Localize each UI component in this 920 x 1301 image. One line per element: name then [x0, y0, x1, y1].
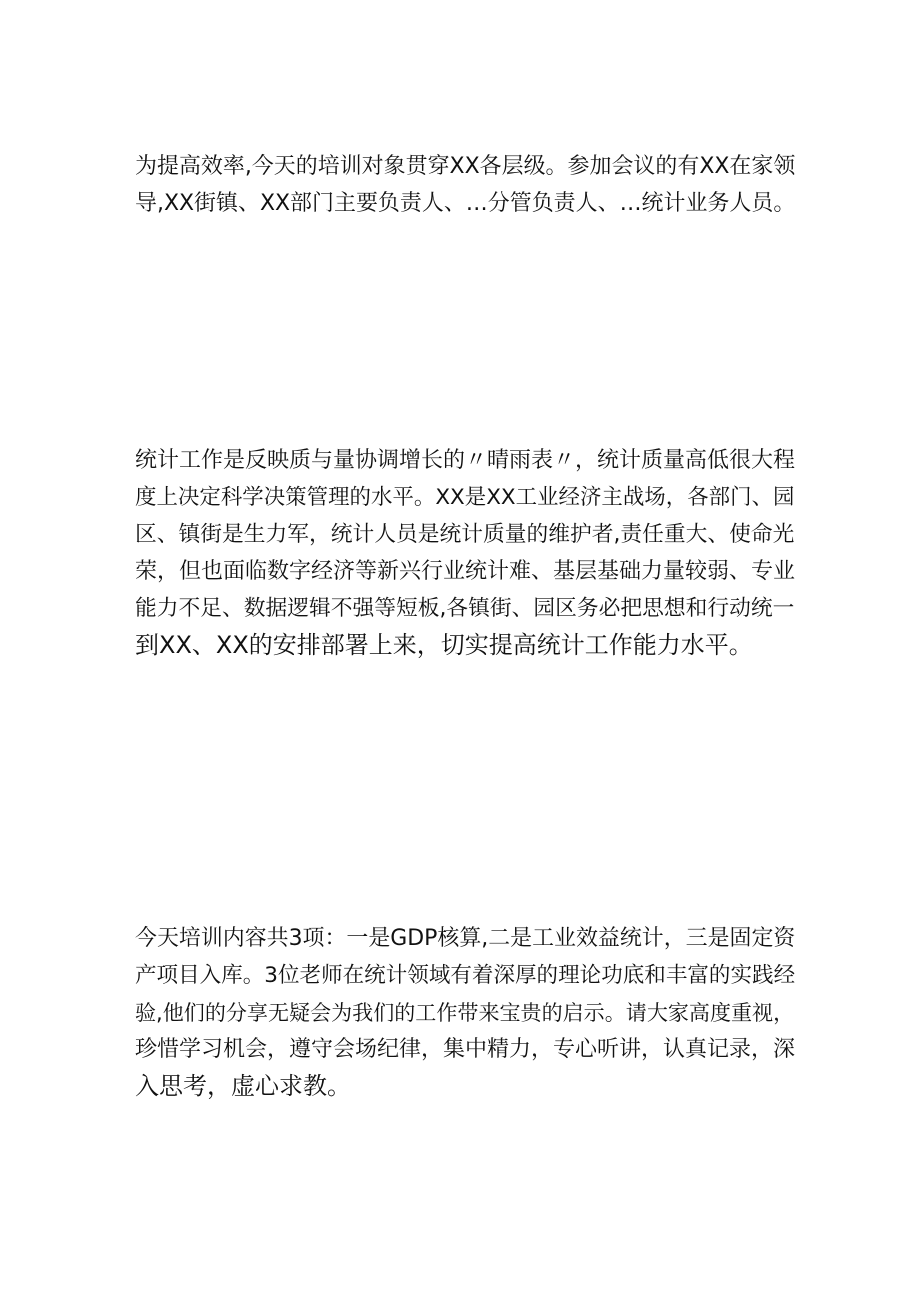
text-line: 验,他们的分享无疑会为我们的工作带来宝贵的启示。请大家高度重视，: [135, 1000, 795, 1025]
text-line: 能力不足、数据逻辑不强等短板,各镇街、园区务必把思想和行动统一: [135, 596, 795, 621]
text-line: 荣，但也面临数字经济等新兴行业统计难、基层基础力量较弱、专业: [135, 559, 796, 584]
text-line: 珍惜学习机会，遵守会场纪律，集中精力，专心听讲，认真记录，深: [135, 1037, 796, 1062]
text-line: 区、镇街是生力军，统计人员是统计质量的维护者,责任重大、使命光: [135, 522, 795, 547]
paragraph-training-content: [135, 920, 795, 1105]
text-line: 到XX、XX的安排部署上来，切实提高统计工作能力水平。: [135, 631, 753, 659]
text-line: 入思考，虚心求教。: [135, 1072, 351, 1100]
text-line: 度上决定科学决策管理的水平。XX是XX工业经济主战场，各部门、园: [135, 485, 795, 510]
paragraph-statistics-work: [135, 442, 795, 664]
text-line: 今天培训内容共3项：一是GDP核算,二是工业效益统计，三是固定资: [135, 926, 796, 951]
text-line: 统计工作是反映质与量协调增长的〃晴雨表〃，统计质量高低很大程: [135, 448, 796, 473]
text-line: 为提高效率,今天的培训对象贯穿XX各层级。参加会议的有XX在家领: [135, 154, 796, 179]
text-line: 产项目入库。3位老师在统计领域有着深厚的理论功底和丰富的实践经: [135, 963, 796, 988]
text-line: 导,XX街镇、XX部门主要负责人、…分管负责人、…统计业务人员。: [135, 191, 796, 216]
paragraph-attendees: [135, 148, 795, 222]
